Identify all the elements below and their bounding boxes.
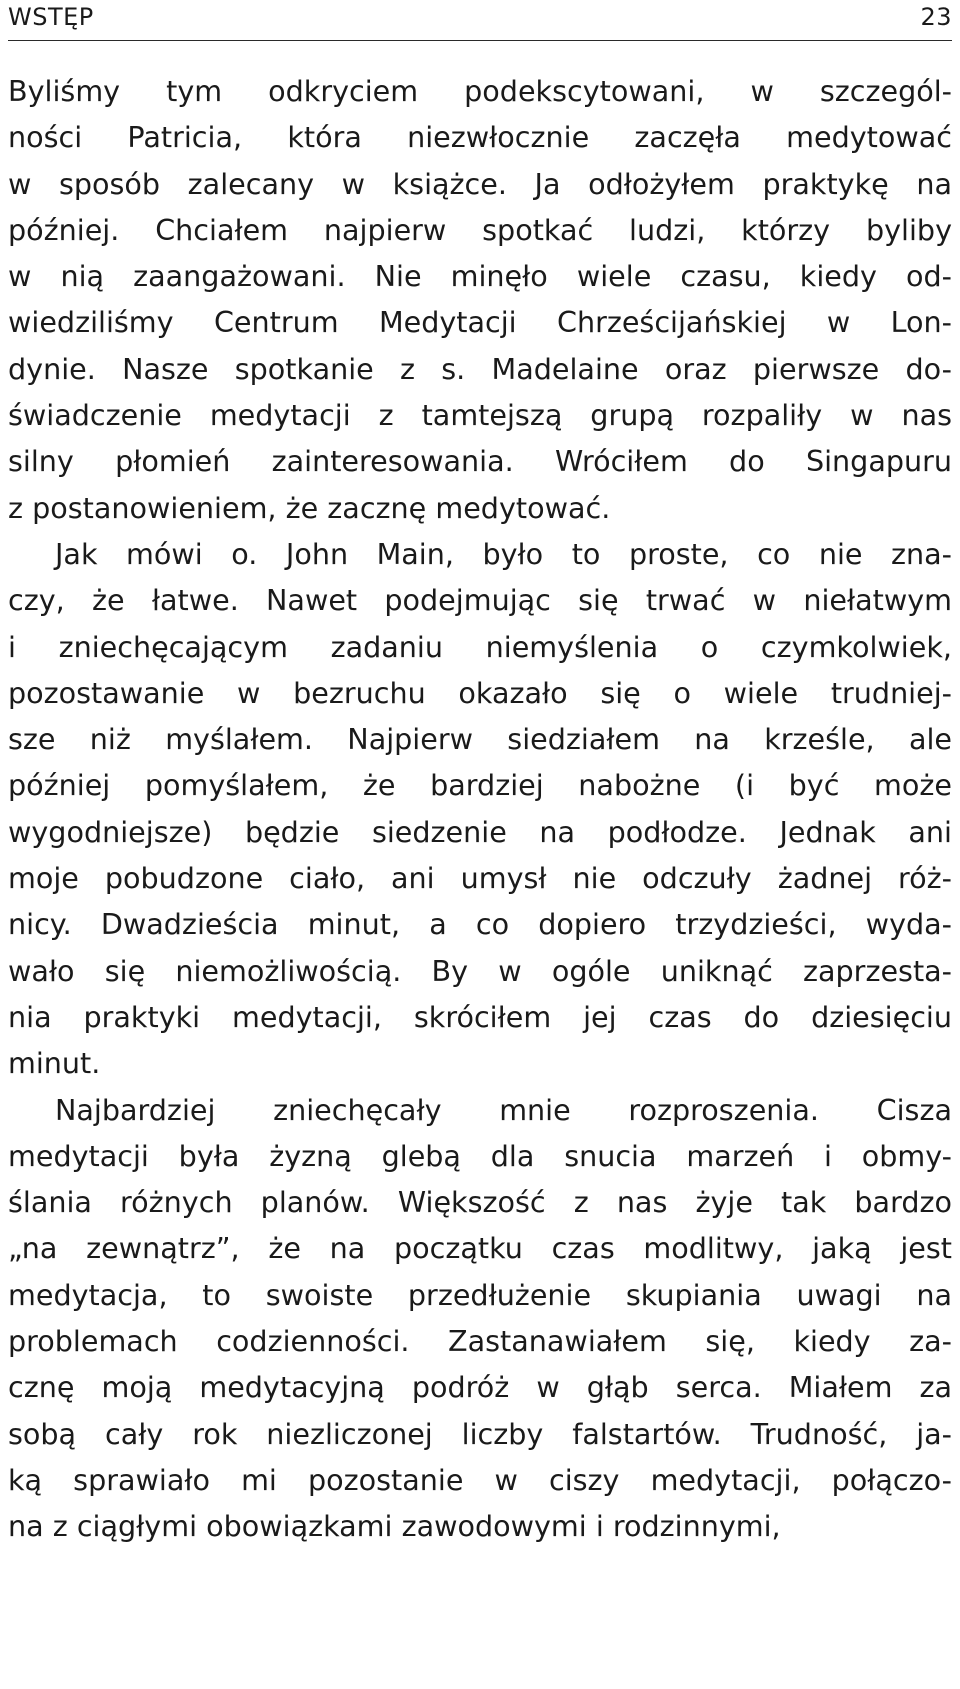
paragraph xyxy=(8,68,952,531)
text-line: medytacja, to swoiste przedłużenie skupiania uwagi na xyxy=(8,1277,952,1312)
text-line: później. Chciałem najpierw spotkać ludzi, którzy byliby xyxy=(8,212,952,247)
text-line: cznę moją medytacyjną podróż w głąb serca. Miałem za xyxy=(8,1370,952,1405)
text-line: ślania różnych planów. Większość z nas żyje tak bardzo xyxy=(8,1185,952,1220)
text-line: silny płomień zainteresowania. Wróciłem do Singapuru xyxy=(8,444,952,479)
text-line: wygodniejsze) będzie siedzenie na podłodze. Jednak ani xyxy=(8,814,952,849)
text-line: medytacji była żyzną glebą dla snucia marzeń i obmy- xyxy=(8,1138,952,1173)
text-line: sze niż myślałem. Najpierw siedziałem na krześle, ale xyxy=(8,722,952,757)
text-line: i zniechęcającym zadaniu niemyślenia o czymkolwiek, xyxy=(8,629,952,664)
text-line: na z ciągłymi obowiązkami zawodowymi i rodzinnymi, xyxy=(8,1509,781,1544)
text-line: ką sprawiało mi pozostanie w ciszy medytacji, połączo- xyxy=(8,1462,952,1497)
text-line: dynie. Nasze spotkanie z s. Madelaine oraz pierwsze do- xyxy=(8,351,952,386)
text-line: ności Patricia, która niezwłocznie zaczęła medytować xyxy=(8,120,952,155)
text-line: Najbardziej zniechęcały mnie rozproszenia. Cisza xyxy=(55,1092,952,1127)
text-line: wiedziliśmy Centrum Medytacji Chrześcijańskiej w Lon- xyxy=(8,305,952,340)
text-line: nia praktyki medytacji, skróciłem jej czas do dziesięciu xyxy=(8,999,952,1034)
text-line: sobą cały rok niezliczonej liczby falstartów. Trudność, ja- xyxy=(8,1416,952,1451)
running-header xyxy=(8,0,952,41)
text-line: moje pobudzone ciało, ani umysł nie odczuły żadnej róż- xyxy=(8,861,952,896)
text-line: w sposób zalecany w książce. Ja odłożyłem praktykę na xyxy=(8,166,952,201)
paragraph xyxy=(8,1087,952,1550)
text-line: pozostawanie w bezruchu okazało się o wiele trudniej- xyxy=(8,675,952,710)
section-title: WSTĘP xyxy=(8,3,94,31)
text-line: nicy. Dwadzieścia minut, a co dopiero trzydzieści, wyda- xyxy=(8,907,952,942)
text-line: w nią zaangażowani. Nie minęło wiele czasu, kiedy od- xyxy=(8,259,952,294)
paragraph xyxy=(8,531,952,1087)
text-line: czy, że łatwe. Nawet podejmując się trwać w niełatwym xyxy=(8,583,952,618)
text-line: problemach codzienności. Zastanawiałem się, kiedy za- xyxy=(8,1324,952,1359)
text-line: Jak mówi o. John Main, było to proste, co nie zna- xyxy=(55,536,952,571)
page-number: 23 xyxy=(920,3,952,31)
body-text xyxy=(8,68,952,1550)
text-line: później pomyślałem, że bardziej nabożne (i być może xyxy=(8,768,952,803)
text-line: wało się niemożliwością. By w ogóle uniknąć zaprzesta- xyxy=(8,953,952,988)
text-line: świadczenie medytacji z tamtejszą grupą rozpaliły w nas xyxy=(8,398,952,433)
text-line: „na zewnątrz”, że na początku czas modlitwy, jaką jest xyxy=(8,1231,952,1266)
text-line: Byliśmy tym odkryciem podekscytowani, w szczegól- xyxy=(8,74,952,108)
text-line: z postanowieniem, że zacznę medytować. xyxy=(8,490,611,525)
text-line: minut. xyxy=(8,1046,101,1081)
